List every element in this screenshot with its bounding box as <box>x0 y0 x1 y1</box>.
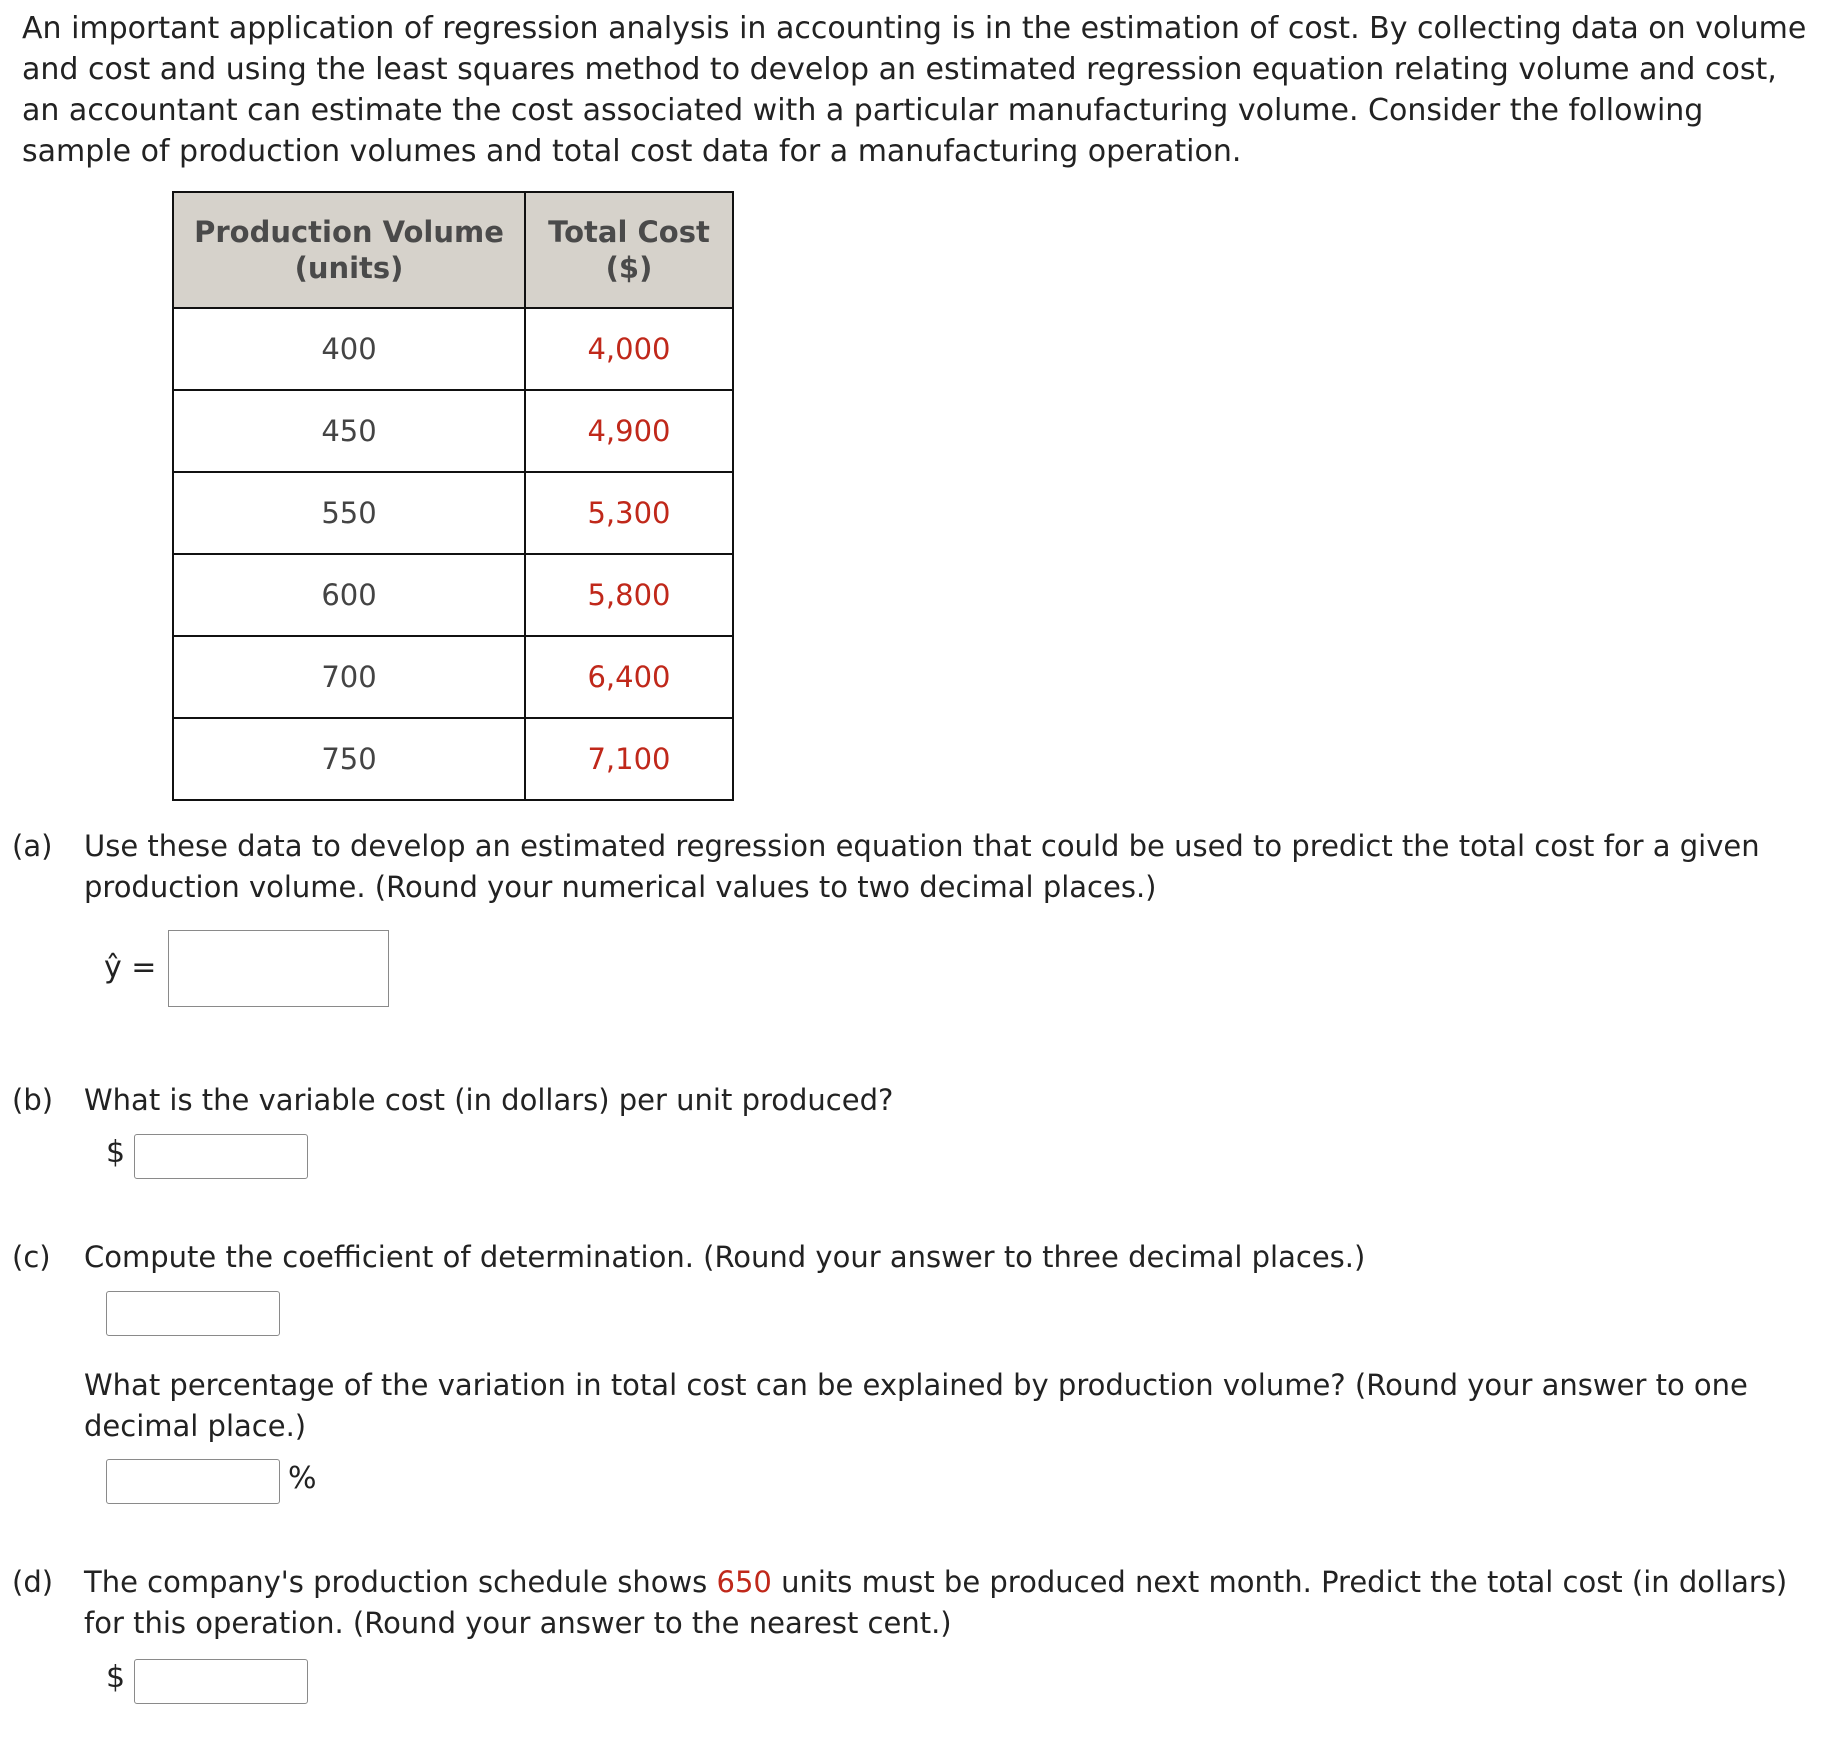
dollar-sign-b: $ <box>106 1135 126 1170</box>
header-production-volume <box>173 192 525 308</box>
intro-paragraph: An important application of regression analysis in accounting is in the estimation of cost. By collecting data on volume and cost and using the least squares method to develop an estimated regression equation relating volume and cost, an accountant can estimate the cost associated with a particular manufacturing volume. Consider the following sample of production volumes and total cost data for a manufacturing operation. <box>22 11 1807 169</box>
table-row <box>173 390 733 472</box>
dollar-sign-d: $ <box>106 1660 126 1695</box>
header-cost-line2: ($) <box>605 251 653 285</box>
question-c-followup <box>12 1365 1822 1455</box>
data-table <box>172 191 734 801</box>
question-d-text-before: The company's production schedule shows <box>84 1565 717 1599</box>
cost-cell: 6,400 <box>525 636 733 718</box>
header-total-cost <box>525 192 733 308</box>
percent-sign: % <box>288 1461 317 1496</box>
question-a <box>12 826 1822 916</box>
question-d-letter: (d) <box>12 1565 54 1599</box>
cost-cell: 5,800 <box>525 554 733 636</box>
production-units-highlight: 650 <box>716 1565 772 1599</box>
cost-cell: 7,100 <box>525 718 733 800</box>
question-c-followup-text: What percentage of the variation in total cost can be explained by production volume? (Round your answer to one decimal place.) <box>84 1368 1748 1443</box>
question-d <box>12 1562 1822 1652</box>
header-volume-line1: Production Volume <box>194 215 504 249</box>
question-b <box>12 1080 1822 1125</box>
y-hat-equals-label: ŷ = <box>104 950 157 985</box>
percentage-explained-input[interactable] <box>106 1459 280 1504</box>
question-b-letter: (b) <box>12 1083 54 1117</box>
question-d-text <box>84 1562 1804 1644</box>
volume-cell: 400 <box>173 308 525 390</box>
header-volume-line2: (units) <box>294 251 404 285</box>
table-row <box>173 636 733 718</box>
header-cost-line1: Total Cost <box>548 215 710 249</box>
coefficient-of-determination-input[interactable] <box>106 1291 280 1336</box>
question-a-letter: (a) <box>12 829 53 863</box>
question-c-text: Compute the coefficient of determination. (Round your answer to three decimal places.) <box>84 1240 1366 1274</box>
question-b-text: What is the variable cost (in dollars) per unit produced? <box>84 1083 894 1117</box>
volume-cell: 450 <box>173 390 525 472</box>
cost-cell: 5,300 <box>525 472 733 554</box>
cost-cell: 4,900 <box>525 390 733 472</box>
problem-page <box>22 8 1812 172</box>
variable-cost-input[interactable] <box>134 1134 308 1179</box>
cost-cell: 4,000 <box>525 308 733 390</box>
table-row <box>173 472 733 554</box>
volume-cell: 750 <box>173 718 525 800</box>
table-header-row <box>173 192 733 308</box>
table-row <box>173 718 733 800</box>
predicted-total-cost-input[interactable] <box>134 1659 308 1704</box>
question-c-letter: (c) <box>12 1240 51 1274</box>
volume-cell: 600 <box>173 554 525 636</box>
question-a-text: Use these data to develop an estimated regression equation that could be used to predict the total cost for a given production volume. (Round your numerical values to two decimal places.) <box>84 829 1760 904</box>
regression-equation-input[interactable] <box>168 930 389 1007</box>
volume-cell: 550 <box>173 472 525 554</box>
question-d-text-after: units must be produced next month. Predict the total cost (in dollars) for this operation. (Round your answer to the nearest cent.) <box>84 1565 1788 1640</box>
volume-cell: 700 <box>173 636 525 718</box>
table-row <box>173 308 733 390</box>
table-row <box>173 554 733 636</box>
question-c <box>12 1237 1822 1282</box>
